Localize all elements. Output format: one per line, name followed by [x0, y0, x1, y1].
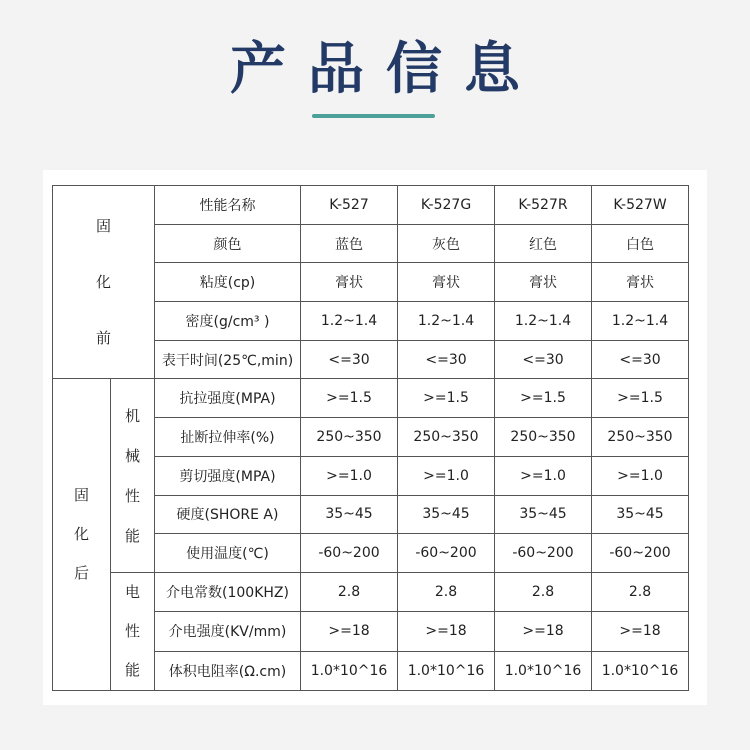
header-property: 性能名称 [155, 186, 301, 225]
spec-table [52, 185, 689, 691]
table-cell: 2.8 [495, 572, 592, 611]
property-name: 使用温度(℃) [155, 534, 301, 573]
table-cell: 250~350 [301, 418, 398, 457]
table-cell: >=1.5 [301, 379, 398, 418]
property-name: 体积电阻率(Ω.cm) [155, 651, 301, 690]
property-name: 颜色 [155, 224, 301, 263]
table-cell: <=30 [301, 340, 398, 379]
table-cell: 1.2~1.4 [398, 302, 495, 341]
property-name: 粘度(cp) [155, 263, 301, 302]
spec-card [43, 170, 707, 705]
table-cell: 35~45 [398, 495, 495, 534]
table-cell: 1.0*10^16 [592, 651, 689, 690]
table-cell: >=1.5 [398, 379, 495, 418]
header-k527g: K-527G [398, 186, 495, 225]
header-k527: K-527 [301, 186, 398, 225]
page-title: 产品信息 [230, 36, 542, 102]
header-k527r: K-527R [495, 186, 592, 225]
section-label-before: 固 化 前 [53, 186, 155, 379]
property-name: 介电常数(100KHZ) [155, 572, 301, 611]
table-cell: 1.0*10^16 [495, 651, 592, 690]
property-name: 剪切强度(MPA) [155, 456, 301, 495]
table-cell: 35~45 [592, 495, 689, 534]
property-name: 密度(g/cm³ ) [155, 302, 301, 341]
table-cell: <=30 [398, 340, 495, 379]
table-cell: >=1.0 [592, 456, 689, 495]
table-cell: 250~350 [495, 418, 592, 457]
header-row [53, 186, 689, 225]
property-name: 介电强度(KV/mm) [155, 612, 301, 651]
table-cell: <=30 [592, 340, 689, 379]
table-cell: 红色 [495, 224, 592, 263]
table-cell: 35~45 [495, 495, 592, 534]
table-cell: 2.8 [301, 572, 398, 611]
table-cell: 膏状 [592, 263, 689, 302]
table-row [53, 379, 689, 418]
table-cell: -60~200 [592, 534, 689, 573]
table-cell: >=18 [301, 612, 398, 651]
table-cell: 膏状 [398, 263, 495, 302]
table-cell: 35~45 [301, 495, 398, 534]
table-cell: >=18 [398, 612, 495, 651]
table-row [53, 572, 689, 611]
property-name: 表干时间(25℃,min) [155, 340, 301, 379]
title-underline [312, 114, 435, 118]
table-cell: >=18 [495, 612, 592, 651]
table-cell: 1.0*10^16 [398, 651, 495, 690]
subsection-label-mechanical: 机 械 性 能 [111, 379, 155, 572]
table-cell: 1.2~1.4 [495, 302, 592, 341]
table-cell: -60~200 [398, 534, 495, 573]
table-cell: 250~350 [398, 418, 495, 457]
table-cell: 2.8 [398, 572, 495, 611]
table-cell: >=18 [592, 612, 689, 651]
table-cell: -60~200 [495, 534, 592, 573]
table-cell: 250~350 [592, 418, 689, 457]
table-cell: -60~200 [301, 534, 398, 573]
subsection-label-electrical: 电 性 能 [111, 572, 155, 690]
table-cell: 白色 [592, 224, 689, 263]
property-name: 抗拉强度(MPA) [155, 379, 301, 418]
table-cell: 膏状 [301, 263, 398, 302]
table-cell: 1.2~1.4 [592, 302, 689, 341]
table-cell: >=1.0 [495, 456, 592, 495]
table-cell: <=30 [495, 340, 592, 379]
table-cell: 1.0*10^16 [301, 651, 398, 690]
table-cell: 灰色 [398, 224, 495, 263]
table-cell: 2.8 [592, 572, 689, 611]
table-cell: >=1.0 [398, 456, 495, 495]
table-cell: >=1.0 [301, 456, 398, 495]
table-cell: >=1.5 [495, 379, 592, 418]
table-cell: >=1.5 [592, 379, 689, 418]
header-k527w: K-527W [592, 186, 689, 225]
table-cell: 蓝色 [301, 224, 398, 263]
table-cell: 膏状 [495, 263, 592, 302]
property-name: 硬度(SHORE A) [155, 495, 301, 534]
property-name: 扯断拉伸率(%) [155, 418, 301, 457]
section-label-after: 固 化 后 [53, 379, 111, 690]
table-cell: 1.2~1.4 [301, 302, 398, 341]
